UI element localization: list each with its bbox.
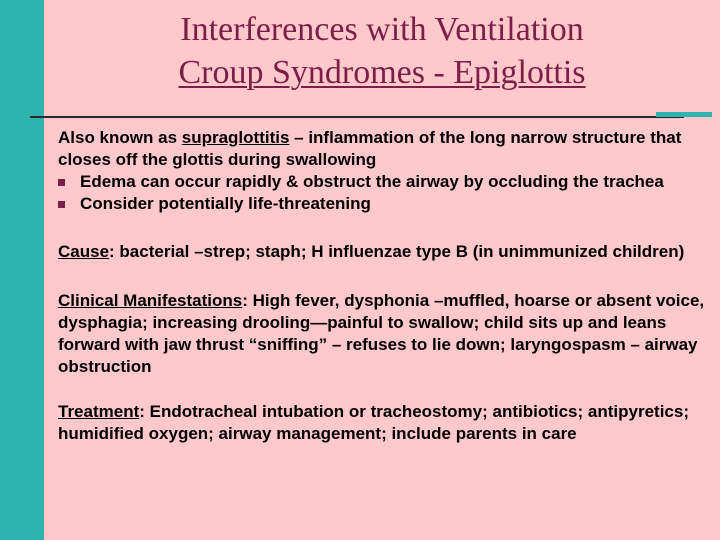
square-bullet-icon xyxy=(58,179,65,186)
bullet-list xyxy=(34,127,710,445)
sub-bullet-text: Edema can occur rapidly & obstruct the airway by occluding the trachea xyxy=(80,172,664,191)
title-line-2: Croup Syndromes - Epiglottis xyxy=(178,54,586,91)
term-treatment: Treatment xyxy=(58,402,140,421)
term-supraglottitis: supraglottitis xyxy=(181,128,290,147)
bullet-item-cause xyxy=(34,241,710,263)
title-line-1: Interferences with Ventilation xyxy=(180,11,584,48)
bullet-text: Also known as xyxy=(58,128,182,147)
bullet-text: – inflammation of the long narrow structure that closes off the glottis during swallowing xyxy=(58,128,682,169)
sub-bullet-text: Consider potentially life-threatening xyxy=(80,194,371,213)
square-bullet-icon xyxy=(34,407,44,417)
divider-accent xyxy=(656,112,712,117)
title-divider xyxy=(30,116,684,118)
slide-title xyxy=(44,8,720,94)
bullet-item-definition xyxy=(34,127,710,171)
term-cause: Cause xyxy=(58,242,110,261)
bullet-item-treatment xyxy=(34,401,710,445)
square-bullet-icon xyxy=(34,296,44,306)
term-clinical-manifestations: Clinical Manifestations xyxy=(58,291,243,310)
bullet-text: : Endotracheal intubation or tracheostomy; antibiotics; antipyretics; humidified oxygen; airway management; include parents in care xyxy=(58,402,689,443)
bullet-text: : High fever, dysphonia –muffled, hoarse or absent voice, dysphagia; increasing drooling—painful to swallow; child sits up and leans forward with jaw thrust “sniffing” – refuses to lie down; laryngospasm – airway obstruction xyxy=(58,291,705,376)
square-bullet-icon xyxy=(34,133,44,143)
square-bullet-icon xyxy=(34,247,44,257)
sub-bullet-item xyxy=(58,193,710,215)
bullet-text: : bacterial –strep; staph; H influenzae type B (in unimmunized children) xyxy=(109,242,685,261)
square-bullet-icon xyxy=(58,201,65,208)
bullet-item-clinical-manifestations xyxy=(34,290,710,378)
sub-bullet-item xyxy=(58,171,710,193)
